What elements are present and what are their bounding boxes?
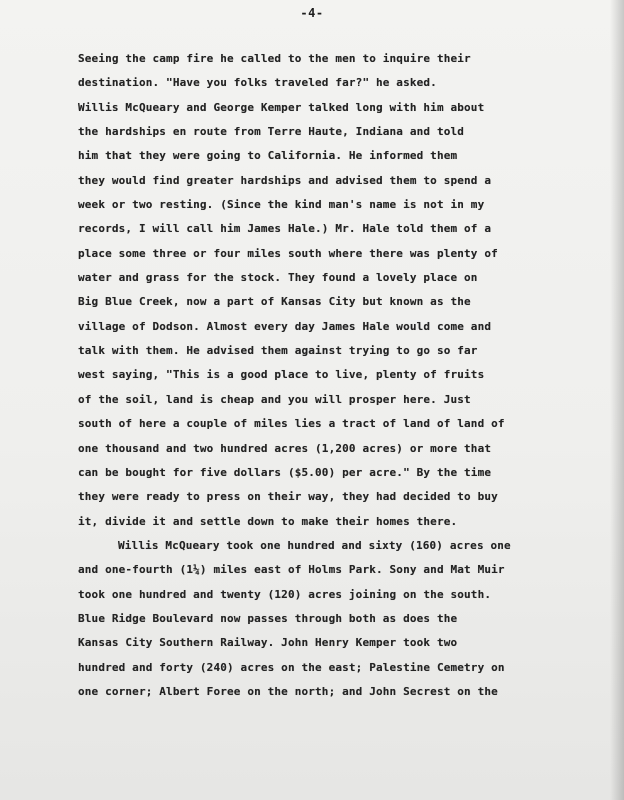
text-line: and one-fourth (1¼) miles east of Holms Park. Sony and Mat Muir xyxy=(78,563,505,577)
text-line: of the soil, land is cheap and you will prosper here. Just xyxy=(78,392,471,406)
text-line: village of Dodson. Almost every day James Hale would come and xyxy=(78,319,492,333)
text-line: destination. "Have you folks traveled far?" he asked. xyxy=(78,76,437,90)
text-line: took one hundred and twenty (120) acres joining on the south. xyxy=(78,587,492,601)
text-line: west saying, "This is a good place to live, plenty of fruits xyxy=(78,368,485,382)
text-line: one corner; Albert Foree on the north; and John Secrest on the xyxy=(78,684,498,698)
text-line: Willis McQueary and George Kemper talked long with him about xyxy=(78,100,485,114)
text-line: the hardships en route from Terre Haute, Indiana and told xyxy=(78,125,465,139)
text-line: can be bought for five dollars ($5.00) per acre." By the time xyxy=(78,465,492,479)
text-line: water and grass for the stock. They found a lovely place on xyxy=(78,271,478,285)
body-text xyxy=(78,47,598,704)
text-line: records, I will call him James Hale.) Mr. Hale told them of a xyxy=(78,222,492,236)
text-line: talk with them. He advised them against trying to go so far xyxy=(78,344,478,358)
text-line: place some three or four miles south where there was plenty of xyxy=(78,246,498,260)
text-line: one thousand and two hundred acres (1,200 acres) or more that xyxy=(78,441,492,455)
text-line: hundred and forty (240) acres on the east; Palestine Cemetry on xyxy=(78,660,505,674)
text-line: week or two resting. (Since the kind man's name is not in my xyxy=(78,198,485,212)
text-line: him that they were going to California. He informed them xyxy=(78,149,458,163)
text-line: Seeing the camp fire he called to the men to inquire their xyxy=(78,52,471,65)
text-line: Blue Ridge Boulevard now passes through both as does the xyxy=(78,611,458,625)
page-number: -4- xyxy=(300,6,324,20)
text-line: it, divide it and settle down to make their homes there. xyxy=(78,514,458,528)
text-line: south of here a couple of miles lies a tract of land of land of xyxy=(78,417,505,431)
paragraph-start-line: Willis McQueary took one hundred and sixty (160) acres one xyxy=(118,538,511,552)
text-line: Big Blue Creek, now a part of Kansas City but known as the xyxy=(78,295,471,309)
text-line: they were ready to press on their way, they had decided to buy xyxy=(78,490,498,504)
text-line: Kansas City Southern Railway. John Henry Kemper took two xyxy=(78,636,458,650)
text-line: they would find greater hardships and advised them to spend a xyxy=(78,173,492,187)
